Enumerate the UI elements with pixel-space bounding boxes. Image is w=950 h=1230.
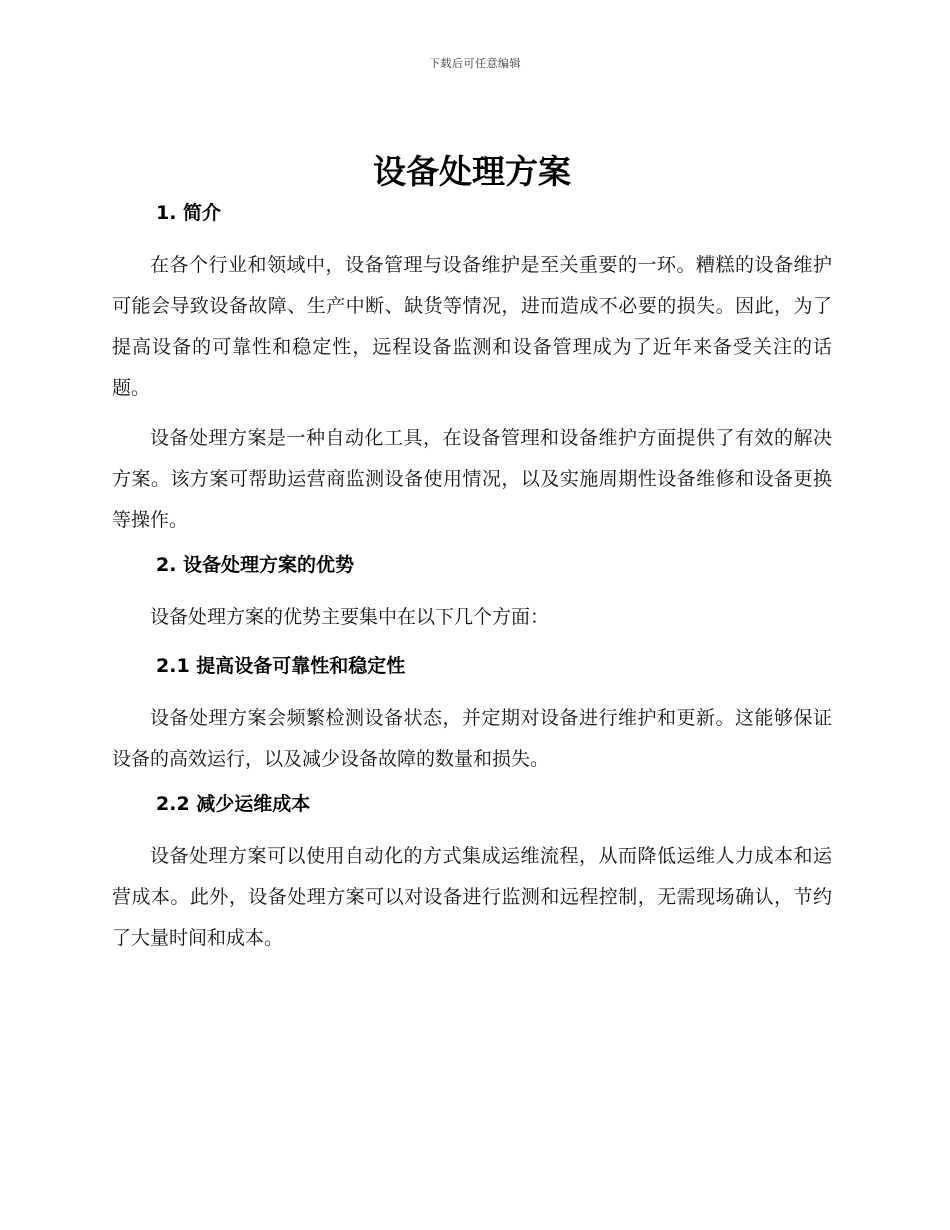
- paragraph: 设备处理方案是一种自动化工具，在设备管理和设备维护方面提供了有效的解决方案。该方案可帮助运营商监测设备使用情况，以及实施周期性设备维修和设备更换等操作。: [112, 427, 832, 531]
- section-heading-advantages: 2. 设备处理方案的优势: [156, 554, 355, 576]
- section-heading-intro: 1. 简介: [156, 202, 222, 224]
- section-heading-reliability: 2.1 提高设备可靠性和稳定性: [156, 655, 406, 677]
- page-title: 设备处理方案: [373, 152, 571, 191]
- paragraph: 在各个行业和领域中，设备管理与设备维护是至关重要的一环。糟糕的设备维护可能会导致设备故障、生产中断、缺货等情况，进而造成不必要的损失。因此，为了提高设备的可靠性和稳定性，远程设备监测和设备管理成为了近年来备受关注的话题。: [112, 254, 832, 399]
- paragraph: 设备处理方案可以使用自动化的方式集成运维流程，从而降低运维人力成本和运营成本。此外，设备处理方案可以对设备进行监测和远程控制，无需现场确认，节约了大量时间和成本。: [112, 845, 832, 949]
- header-note: 下载后可任意编辑: [429, 57, 521, 70]
- paragraph: 设备处理方案会频繁检测设备状态，并定期对设备进行维护和更新。这能够保证设备的高效运行，以及减少设备故障的数量和损失。: [112, 707, 832, 770]
- paragraph: 设备处理方案的优势主要集中在以下几个方面：: [150, 606, 550, 628]
- document-body: [112, 148, 832, 968]
- section-heading-cost: 2.2 减少运维成本: [156, 793, 311, 815]
